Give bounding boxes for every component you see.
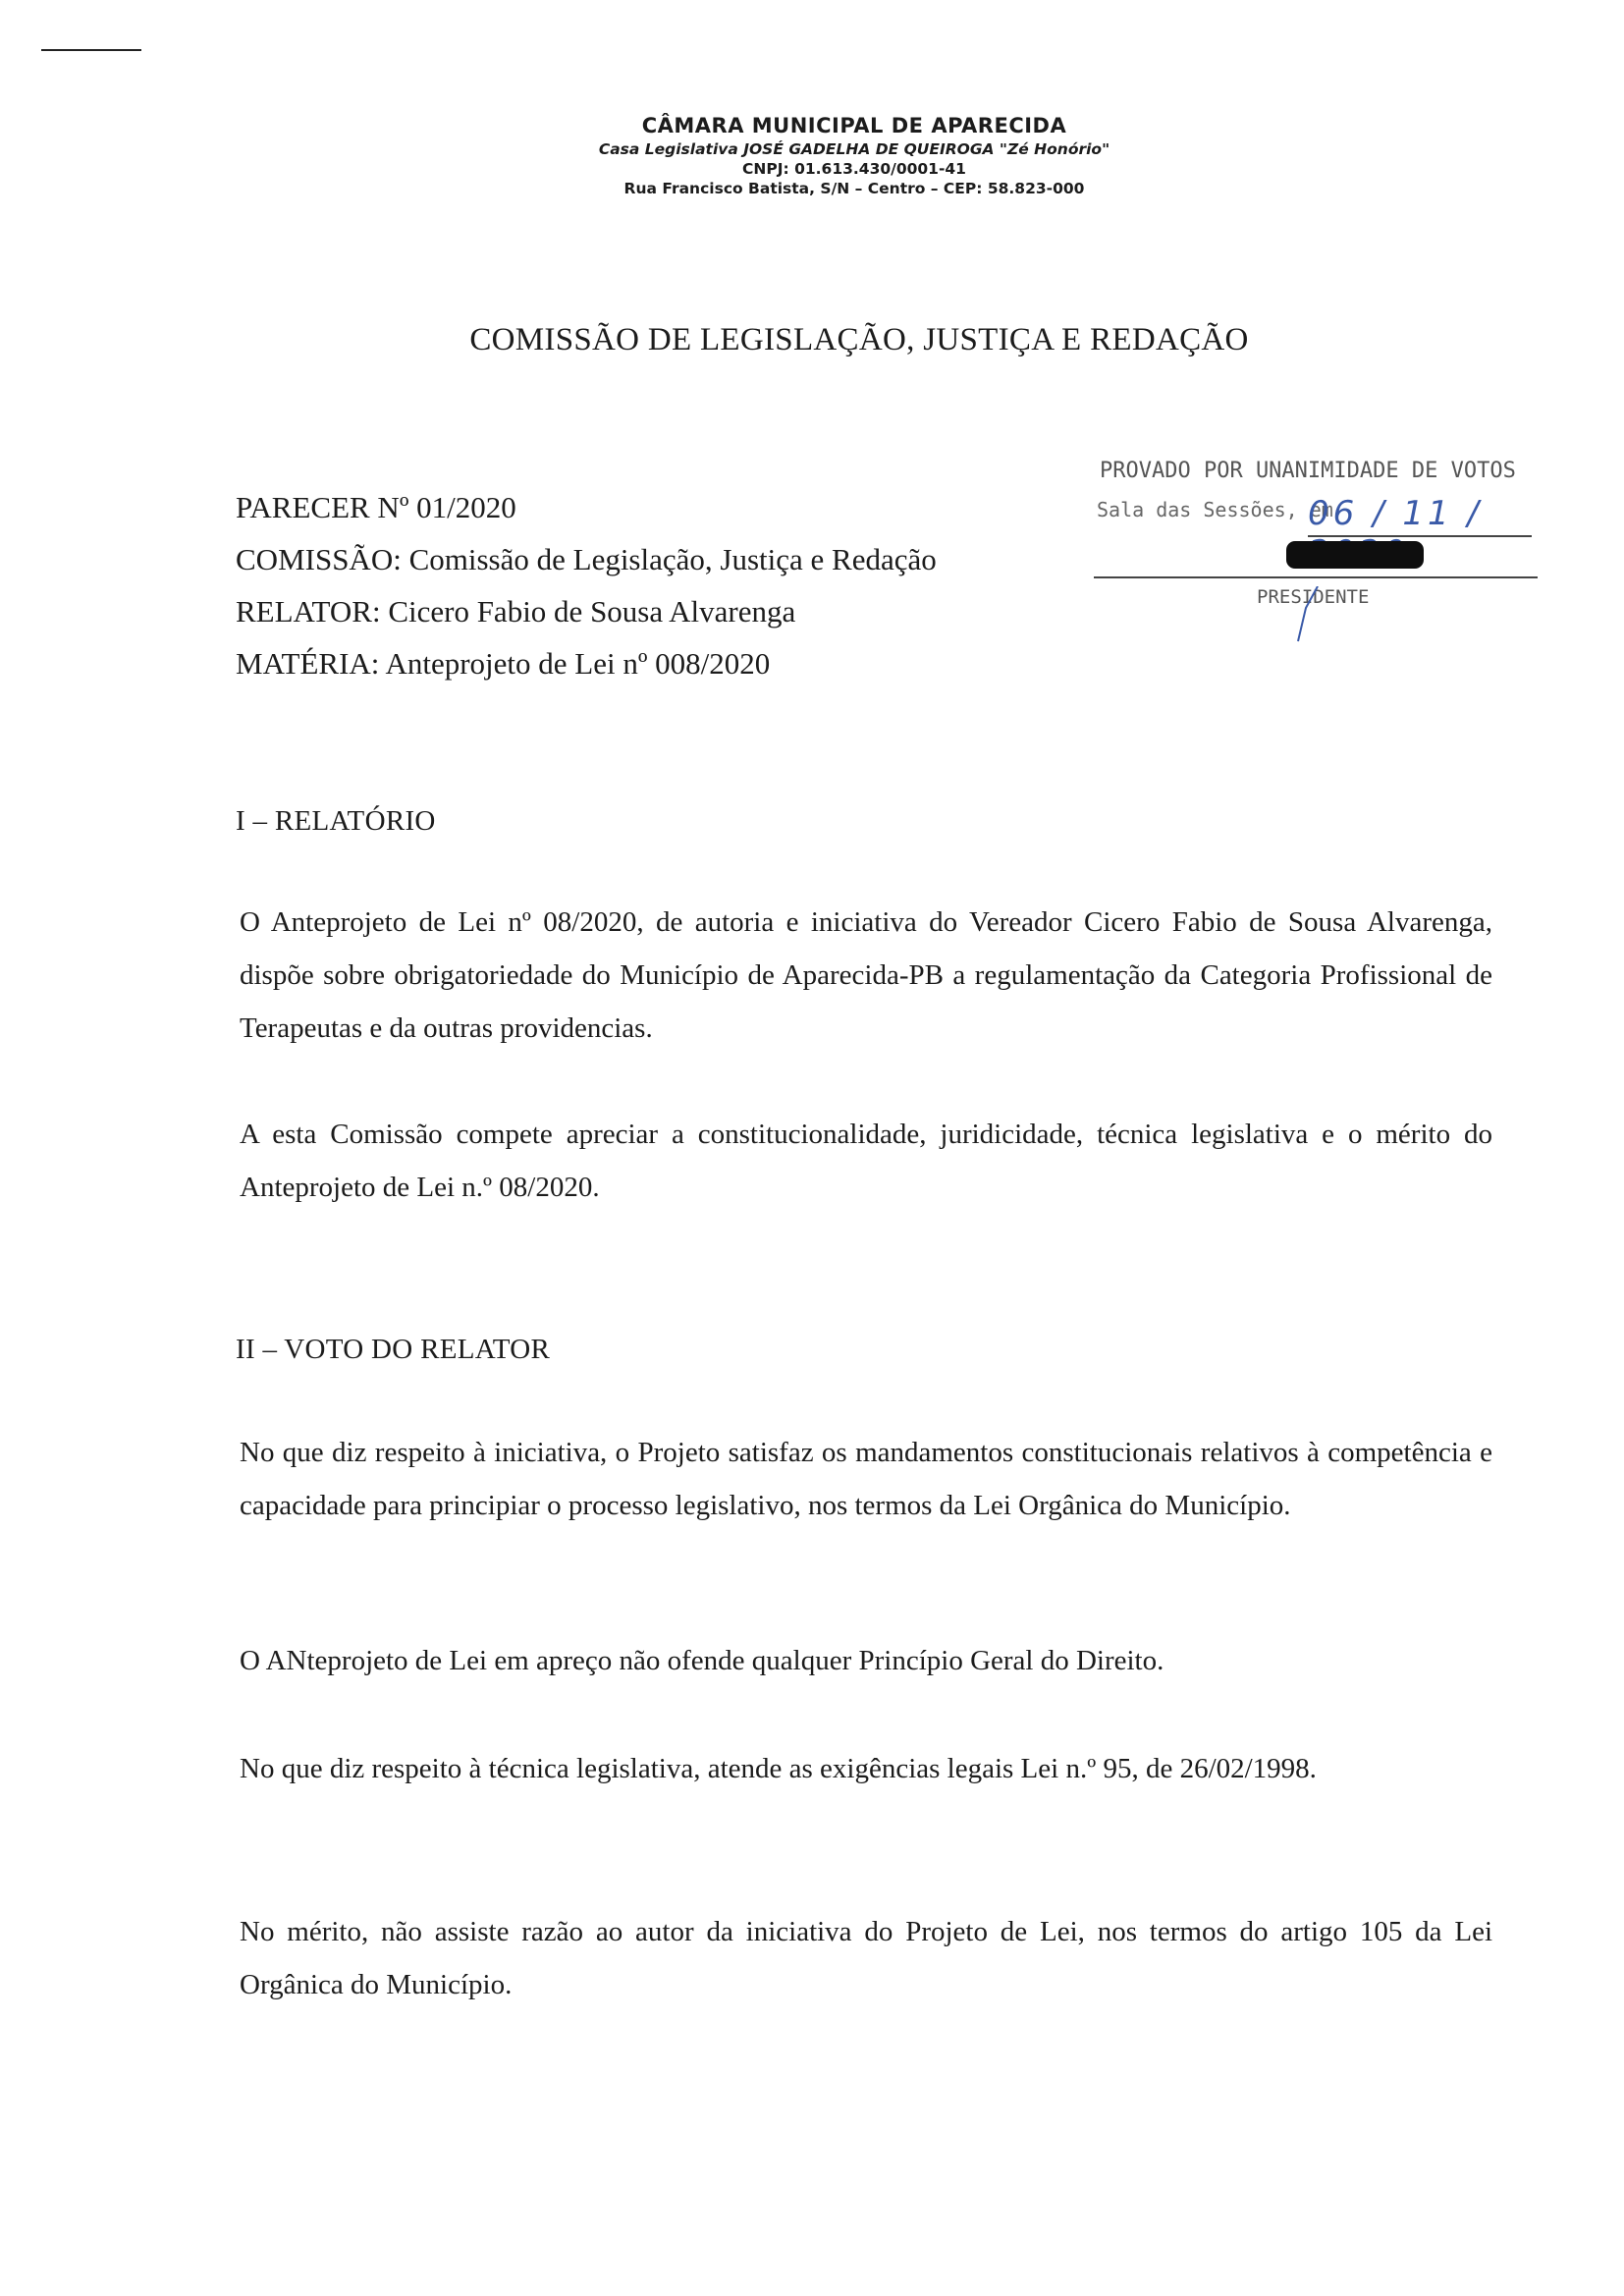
commission-row: [236, 533, 937, 585]
letterhead: [0, 112, 1624, 198]
stamp-date: 06 / 11 /: [1308, 494, 1483, 533]
section-heading-vote: II – VOTO DO RELATOR: [236, 1334, 551, 1365]
legislative-house: Casa Legislativa JOSÉ GADELHA DE QUEIROGA "Zé Honório": [598, 140, 1110, 158]
vote-paragraph-3: No que diz respeito à técnica legislativa, atende as exigências legais Lei n.º 95, de 26/02/1998.: [240, 1753, 1317, 1784]
stamp-role: PRESIDENTE: [1257, 586, 1370, 608]
stamp-session-text: Sala das Sessões, em: [1097, 498, 1333, 521]
matter-label: MATÉRIA:: [236, 646, 380, 681]
matter-value: Anteprojeto de Lei nº 008/2020: [385, 646, 771, 681]
report-paragraph-1: O Anteprojeto de Lei nº 08/2020, de autoria e iniciativa do Vereador Cicero Fabio de Sousa Alvarenga, dispõe sobre obrigatoriedade do Município de Aparecida-PB a regulamentação da Categoria Profissional de Terapeutas e da outras providencias.: [240, 906, 1492, 1044]
rapporteur-value: Cicero Fabio de Sousa Alvarenga: [388, 594, 796, 629]
vote-paragraph-4: No mérito, não assiste razão ao autor da iniciativa do Projeto de Lei, nos termos do artigo 105 da Lei Orgânica do Município.: [240, 1916, 1492, 2000]
approval-stamp: [1090, 457, 1542, 633]
redaction-mark: [1286, 541, 1424, 569]
address: Rua Francisco Batista, S/N – Centro – CEP: 58.823-000: [623, 180, 1085, 197]
commission-value: Comissão de Legislação, Justiça e Redação: [408, 542, 937, 576]
date-underline: [1308, 535, 1532, 537]
commission-title: COMISSÃO DE LEGISLAÇÃO, JUSTIÇA E REDAÇÃO: [469, 322, 1249, 357]
report-paragraph-2: A esta Comissão compete apreciar a constitucionalidade, juridicidade, técnica legislativa e o mérito do Anteprojeto de Lei n.º 08/2020.: [240, 1119, 1492, 1203]
stamp-approval-text: PROVADO POR UNANIMIDADE DE VOTOS: [1100, 459, 1516, 483]
vote-paragraph-2: O ANteprojeto de Lei em apreço não ofende qualquer Princípio Geral do Direito.: [240, 1645, 1164, 1676]
signature-stroke: [1284, 586, 1324, 645]
matter-row: [236, 637, 937, 689]
cnpj: CNPJ: 01.613.430/0001-41: [742, 160, 966, 178]
signature-line: [1094, 576, 1538, 578]
scan-mark: [41, 49, 141, 51]
vote-paragraph-1: No que diz respeito à iniciativa, o Projeto satisfaz os mandamentos constitucionais relativos à competência e capacidade para principiar o processo legislativo, nos termos da Lei Orgânica do Município.: [240, 1437, 1492, 1521]
parecer-number: PARECER Nº 01/2020: [236, 490, 516, 524]
rapporteur-row: [236, 585, 937, 637]
commission-label: COMISSÃO:: [236, 542, 402, 576]
rapporteur-label: RELATOR:: [236, 594, 381, 629]
section-heading-report: I – RELATÓRIO: [236, 805, 436, 837]
opinion-metadata: [236, 481, 937, 689]
institution-name: CÂMARA MUNICIPAL DE APARECIDA: [641, 114, 1067, 137]
